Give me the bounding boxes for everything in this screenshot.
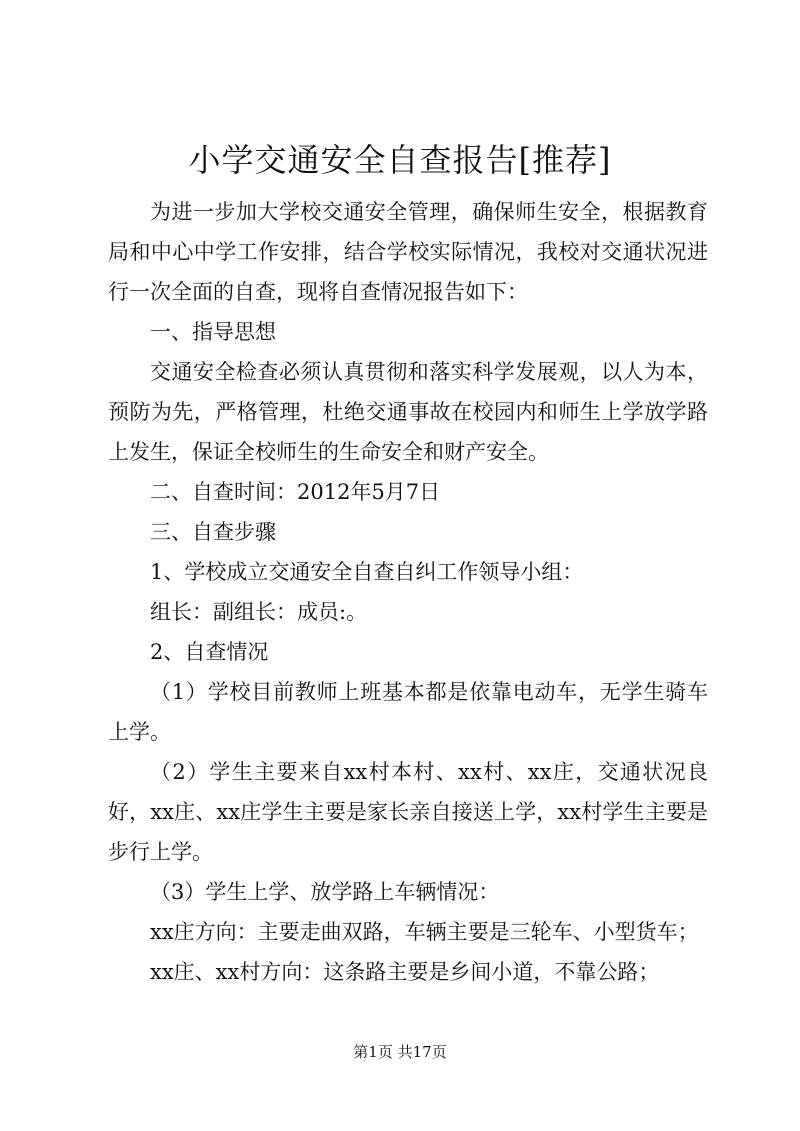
paragraph-step-1: 1、学校成立交通安全自查自纠工作领导小组： (150, 560, 584, 584)
section-heading-guiding-thought: 一、指导思想 (150, 320, 276, 344)
paragraph-item-3: （3）学生上学、放学路上车辆情况： (150, 880, 500, 904)
section-heading-inspection-steps: 三、自查步骤 (150, 520, 276, 544)
paragraph-route-2: xx庄、xx村方向：这条路主要是乡间小道，不靠公路； (150, 960, 660, 984)
page-footer: 第1页 共17页 (353, 1043, 447, 1061)
paragraph-item-2: （2）学生主要来自xx村本村、xx村、xx庄，交通状况良好，xx庄、xx庄学生主要是家长亲自接送上学，xx村学生主要是步行上学。 (108, 760, 708, 864)
paragraph-group-members: 组长：副组长：成员:。 (150, 600, 368, 624)
paragraph-guiding-thought: 交通安全检查必须认真贯彻和落实科学发展观，以人为本，预防为先，严格管理，杜绝交通事故在校园内和师生上学放学路上发生，保证全校师生的生命安全和财产安全。 (108, 360, 708, 464)
paragraph-intro: 为进一步加大学校交通安全管理，确保师生安全，根据教育局和中心中学工作安排，结合学校实际情况，我校对交通状况进行一次全面的自查，现将自查情况报告如下： (108, 200, 708, 304)
section-heading-inspection-time: 二、自查时间：2012年5月7日 (150, 480, 441, 504)
paragraph-route-1: xx庄方向：主要走曲双路，车辆主要是三轮车、小型货车； (150, 920, 699, 944)
document-title: 小学交通安全自查报告[推荐] (188, 141, 612, 179)
paragraph-step-2: 2、自查情况 (150, 640, 269, 664)
document-body (108, 192, 708, 992)
paragraph-item-1: （1）学校目前教师上班基本都是依靠电动车，无学生骑车上学。 (108, 680, 708, 744)
